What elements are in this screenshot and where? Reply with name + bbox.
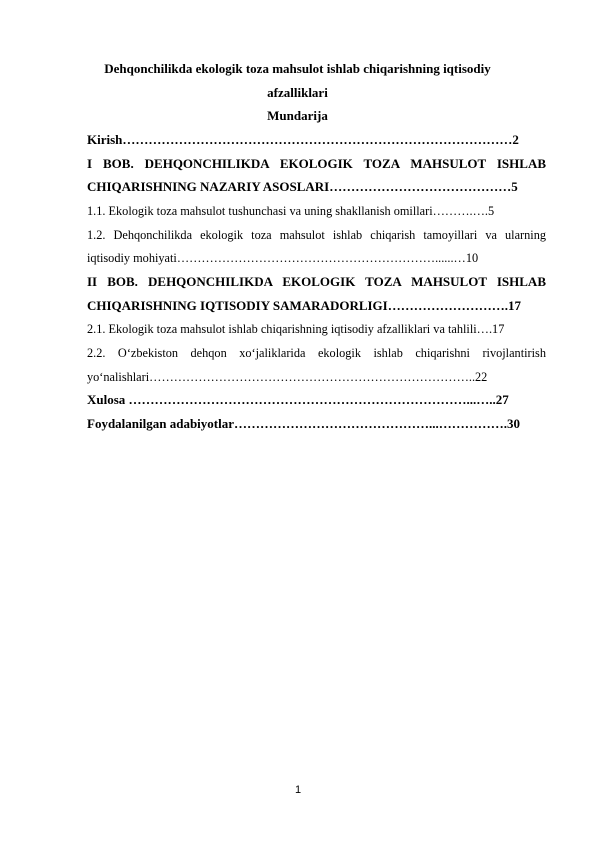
document-title-line-2: afzalliklari [267,85,328,100]
toc-entry-chapter-2-title: II BOB. DEHQONCHILIKDA EKOLOGIK TOZA MAHSULOT ISHLAB [87,275,546,289]
document-title-line-1: Dehqonchilikda ekologik toza mahsulot ishlab chiqarishning iqtisodiy [104,61,491,76]
toc-entry-references: Foydalanilgan adabiyotlar………………………………………...…………….30 [87,417,520,431]
toc-entry-chapter-2-title-cont: CHIQARISHNING IQTISODIY SAMARADORLIGI……………………….17 [87,299,521,313]
toc-entry-section-1-2: 1.2. Dehqonchilikda ekologik toza mahsulot ishlab chiqarish tamoyillari va ularning [87,228,546,242]
toc-entry-section-2-1: 2.1. Ekologik toza mahsulot ishlab chiqarishning iqtisodiy afzalliklari va tahlili….17 [87,322,505,336]
page-number: 1 [294,784,302,796]
toc-entry-chapter-1-title: I BOB. DEHQONCHILIKDA EKOLOGIK TOZA MAHSULOT ISHLAB [87,157,546,171]
toc-entry-chapter-1-title-cont: CHIQARISHNING NAZARIY ASOSLARI……………………………………5 [87,180,518,194]
toc-entry-introduction: Kirish………………………………………………………………………………2 [87,133,519,147]
contents-heading: Mundarija [267,108,328,123]
toc-entry-section-2-2: 2.2. O‘zbekiston dehqon xo‘jaliklarida ekologik ishlab chiqarishni rivojlantirish [87,346,546,360]
toc-entry-section-2-2-cont: yo‘nalishlari……………………………………………………………………..22 [87,370,488,384]
toc-entry-section-1-2-cont: iqtisodiy mohiyati………………………………………………………......…10 [87,251,479,265]
toc-entry-section-1-1: 1.1. Ekologik toza mahsulot tushunchasi va uning shakllanish omillari……….….5 [87,204,495,218]
toc-entry-conclusion: Xulosa ……………………………………………………………………...…..27 [87,393,509,407]
